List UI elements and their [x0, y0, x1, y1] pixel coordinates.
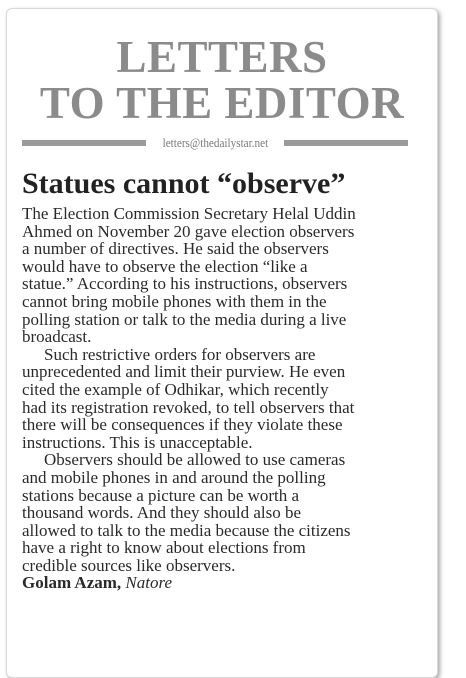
- editor-email: letters@thedailystar.net: [162, 135, 268, 150]
- section-masthead: [6, 34, 438, 126]
- rule-left: [22, 140, 146, 146]
- body-line: would have to observe the election “like a: [22, 256, 308, 276]
- body-line: thousand words. And they should also be: [22, 503, 302, 523]
- body-line: and mobile phones in and around the polling: [22, 467, 326, 487]
- body-line: allowed to talk to the media because the citizens: [22, 520, 351, 540]
- letter-body: [22, 205, 422, 592]
- letter-signature: [22, 574, 422, 592]
- paragraph-3: [22, 451, 422, 574]
- body-line: Ahmed on November 20 gave election observers: [22, 221, 355, 241]
- email-rule: [22, 134, 408, 152]
- masthead-line-1: LETTERS: [116, 32, 328, 82]
- rule-right: [284, 140, 408, 146]
- paragraph-2: [22, 346, 422, 452]
- body-line: unprecedented and limit their purview. He even: [22, 362, 346, 382]
- body-line: Observers should be allowed to use cameras: [44, 450, 346, 470]
- body-line: statue.” According to his instructions, observers: [22, 274, 348, 294]
- body-line: a number of directives. He said the observers: [22, 239, 329, 259]
- body-line: cited the example of Odhikar, which recently: [22, 379, 329, 399]
- body-line: broadcast.: [22, 327, 92, 347]
- body-line: had its registration revoked, to tell observers that: [22, 397, 355, 417]
- body-line: The Election Commission Secretary Helal Uddin: [22, 204, 356, 223]
- body-line: there will be consequences if they violate these: [22, 415, 343, 435]
- paragraph-1: [22, 205, 422, 346]
- body-line: stations because a picture can be worth a: [22, 485, 300, 505]
- body-line: cannot bring mobile phones with them in the: [22, 291, 327, 311]
- body-line: instructions. This is unacceptable.: [22, 432, 253, 452]
- body-line: have a right to know about elections from: [22, 538, 306, 558]
- author-name: Golam Azam,: [22, 573, 122, 593]
- masthead-line-2: TO THE EDITOR: [39, 78, 405, 128]
- body-line: polling station or talk to the media during a live: [22, 309, 347, 329]
- body-line: Such restrictive orders for observers are: [44, 344, 316, 364]
- author-location: Natore: [125, 573, 172, 593]
- body-line: credible sources like observers.: [22, 555, 236, 575]
- letter-headline: Statues cannot “observe”: [22, 167, 346, 200]
